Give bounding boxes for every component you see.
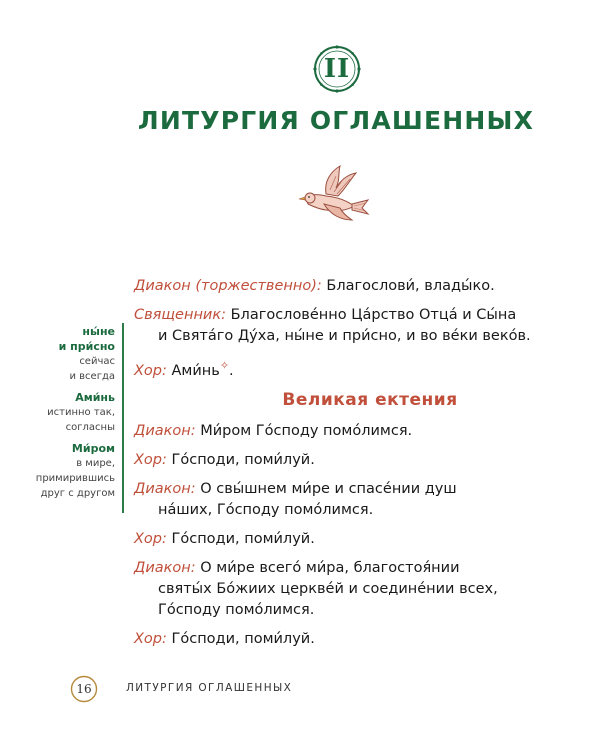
liturgy-line <box>134 479 584 521</box>
glossary-entry <box>22 324 115 384</box>
glossary-term: Ми́ром <box>71 442 115 455</box>
glossary-definition: истинно так, <box>47 407 115 418</box>
liturgy-line <box>134 629 584 650</box>
speaker-label: Священник: <box>134 307 226 323</box>
glossary-definition: сейчас <box>79 356 115 367</box>
line-text: . <box>229 362 234 379</box>
speaker-label: Хор: <box>134 451 167 468</box>
line-text: О ми́ре всего́ ми́ра, благостоя́нии <box>195 559 460 576</box>
liturgy-line <box>134 450 584 471</box>
speaker-label: Диакон: <box>134 480 196 497</box>
glossary-term: ны́не <box>82 325 115 338</box>
sidebar-divider <box>122 323 124 513</box>
section-heading: Великая ектения <box>282 389 458 410</box>
glossary-definition: согласны <box>65 422 115 433</box>
speaker-label: Хор: <box>134 362 167 379</box>
speaker-label: Диакон (торжественно): <box>134 278 322 294</box>
line-text: Благослове́нно Ца́рство Отца́ и Сы́на <box>226 307 517 323</box>
glossary-definition: примирившись <box>35 473 115 484</box>
liturgy-line <box>134 276 584 297</box>
speaker-label: Диакон: <box>134 422 196 439</box>
line-text: святы́х Бо́жиих церкве́й и соедине́нии всех, <box>158 580 498 597</box>
liturgy-text <box>134 276 584 658</box>
line-text: и Свята́го Ду́ха, ны́не и при́сно, и во ве́ки веко́в. <box>158 328 531 344</box>
line-text: Ами́нь <box>166 362 220 379</box>
line-text: Го́споди, поми́луй. <box>166 630 315 647</box>
chapter-numeral: II <box>323 54 351 84</box>
glossary-definition: в мире, <box>76 458 115 469</box>
speaker-label: Хор: <box>134 530 167 547</box>
liturgy-line <box>134 529 584 550</box>
running-title: ЛИТУРГИЯ ОГЛАШЕННЫХ <box>126 682 293 694</box>
liturgy-line <box>134 558 584 621</box>
speaker-label: Диакон: <box>134 559 196 576</box>
line-text: Го́споди, поми́луй. <box>166 451 315 468</box>
liturgy-line <box>134 421 584 442</box>
page-number: 16 <box>76 682 92 696</box>
chapter-numeral-badge <box>312 44 362 94</box>
liturgy-line <box>134 355 584 382</box>
glossary-entry <box>22 441 115 501</box>
line-text: О свы́шнем ми́ре и спасе́нии душ <box>195 480 457 497</box>
glossary-star-icon: ✧ <box>219 359 230 372</box>
line-text: Го́споду помо́лимся. <box>158 601 315 618</box>
glossary-sidebar <box>22 324 115 507</box>
dove-icon <box>296 164 370 226</box>
speaker-label: Хор: <box>134 630 167 647</box>
line-text: Ми́ром Го́споду помо́лимся. <box>195 422 413 439</box>
chapter-title: ЛИТУРГИЯ ОГЛАШЕННЫХ <box>137 106 535 135</box>
line-text: Благослови́, влады́ко. <box>321 278 495 294</box>
glossary-term: и при́сно <box>58 340 115 353</box>
glossary-term: Ами́нь <box>75 391 115 404</box>
line-text: Го́споди, поми́луй. <box>166 530 315 547</box>
glossary-definition: и всегда <box>69 371 115 382</box>
line-text: на́ших, Го́споду помо́лимся. <box>158 501 374 518</box>
liturgy-line <box>134 305 584 347</box>
glossary-definition: друг с другом <box>40 488 115 499</box>
glossary-entry <box>22 390 115 435</box>
